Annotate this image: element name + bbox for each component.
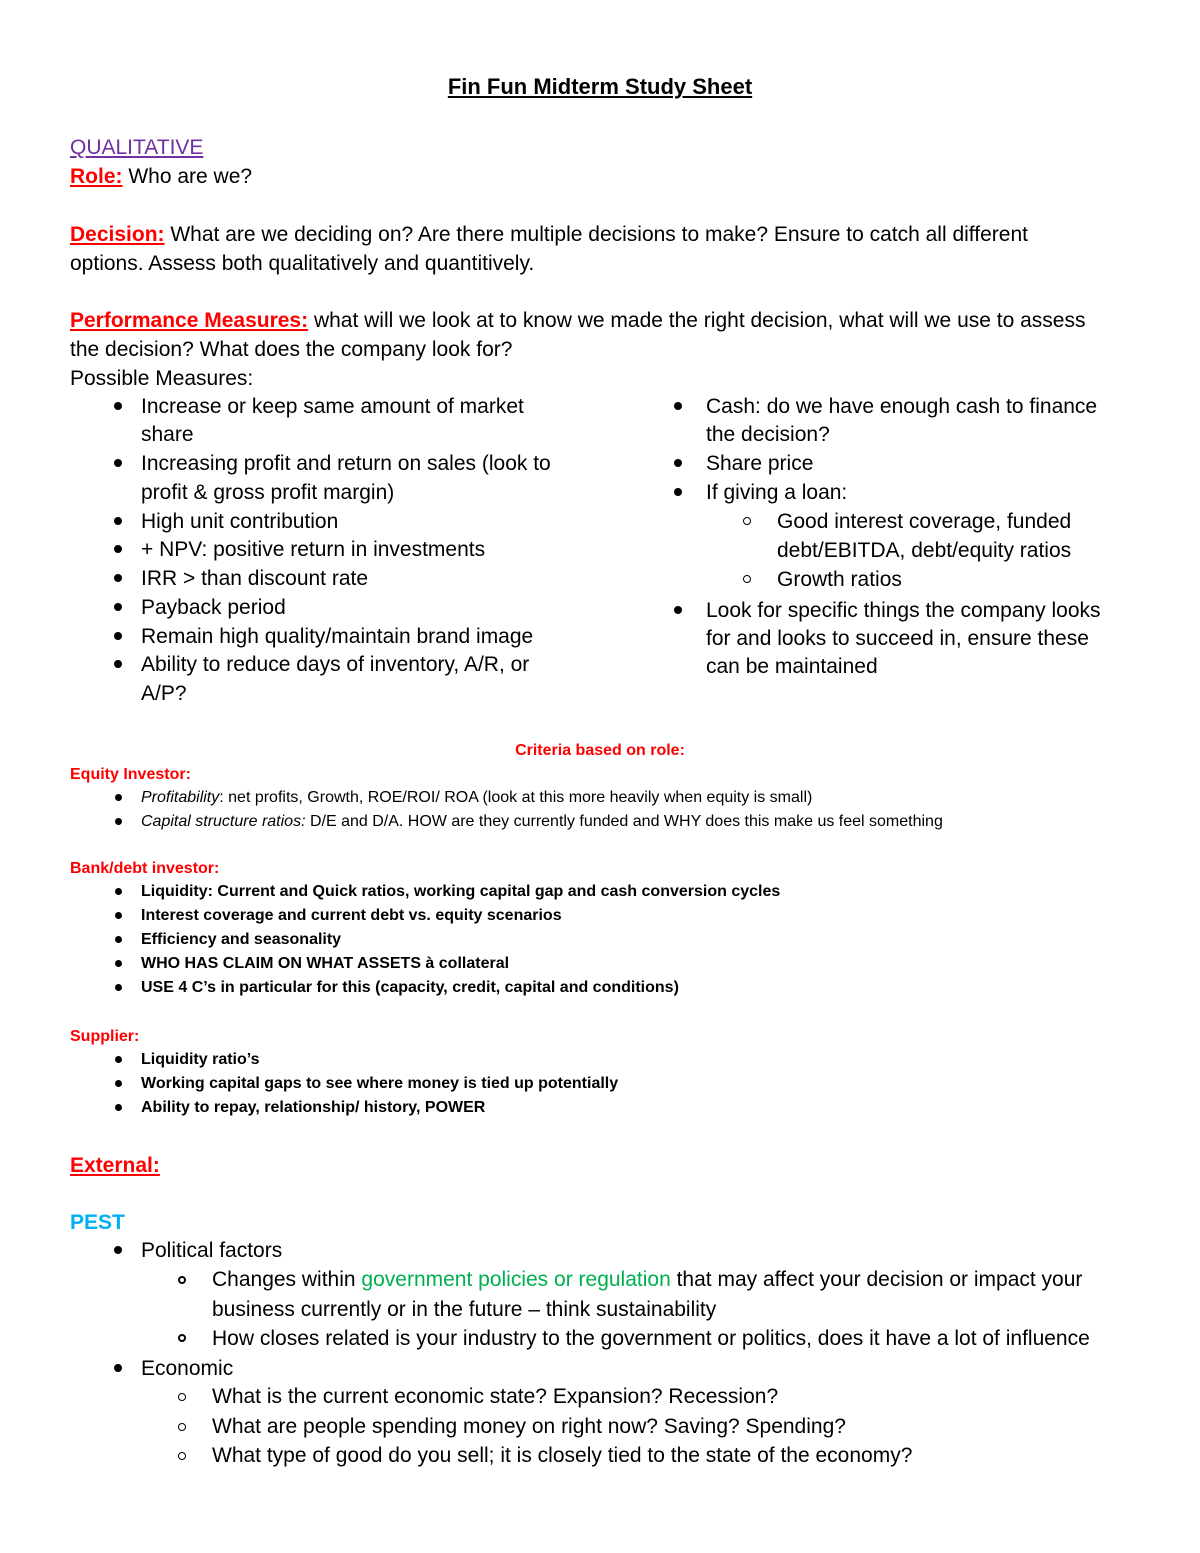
bullet-icon — [115, 818, 122, 825]
perf-text-1: what will we look at to know we made the right decision, what will we use to assess — [308, 309, 1086, 332]
bullet-icon — [674, 488, 682, 496]
bullet-icon — [114, 517, 122, 525]
list-item: Ability to repay, relationship/ history, POWER — [141, 1099, 486, 1116]
perf-line-1 — [70, 306, 1085, 335]
role-text: Who are we? — [122, 165, 253, 188]
list-item: profit & gross profit margin) — [141, 481, 395, 504]
list-item: Share price — [706, 452, 814, 475]
list-item: share — [141, 423, 194, 446]
bullet-icon — [674, 459, 682, 467]
bullet-icon — [115, 1104, 122, 1111]
pest-heading: PEST — [70, 1211, 125, 1234]
decision-text-2: options. Assess both qualitatively and quantitively. — [70, 252, 535, 275]
list-item: USE 4 C’s in particular for this (capacity, credit, capital and conditions) — [141, 979, 679, 996]
bullet-icon — [115, 1080, 122, 1087]
list-item: Ability to reduce days of inventory, A/R, or — [141, 653, 530, 676]
political-label: Political factors — [141, 1239, 283, 1262]
equity-item-2-italic: Capital structure ratios: — [141, 813, 306, 830]
list-item: A/P? — [141, 682, 187, 705]
decision-text-1: What are we deciding on? Are there multiple decisions to make? Ensure to catch all different — [164, 223, 1028, 246]
list-item: the decision? — [706, 423, 830, 446]
bullet-icon — [114, 545, 122, 553]
political-item-1 — [212, 1265, 1082, 1294]
list-item: Liquidity ratio’s — [141, 1051, 260, 1068]
list-item: Remain high quality/maintain brand image — [141, 625, 534, 648]
list-item: Interest coverage and current debt vs. equity scenarios — [141, 907, 562, 924]
bullet-icon — [114, 1364, 122, 1372]
bullet-icon — [114, 603, 122, 611]
list-item: Cash: do we have enough cash to finance — [706, 395, 1098, 418]
political-item-1-green: government policies or regulation — [361, 1268, 671, 1291]
sub-bullet-icon — [743, 575, 751, 583]
list-item: What is the current economic state? Expansion? Recession? — [212, 1385, 779, 1408]
bullet-icon — [115, 912, 122, 919]
list-item: Efficiency and seasonality — [141, 931, 342, 948]
qualitative-heading: QUALITATIVE — [70, 136, 204, 159]
bullet-icon — [115, 794, 122, 801]
role-label: Role: — [70, 165, 123, 188]
political-item-1-pre: Changes within — [212, 1268, 362, 1291]
sub-bullet-icon — [178, 1276, 186, 1284]
list-item: What type of good do you sell; it is closely tied to the state of the economy? — [212, 1444, 913, 1467]
list-item: + NPV: positive return in investments — [141, 538, 486, 561]
bullet-icon — [114, 402, 122, 410]
decision-line-1 — [70, 220, 1028, 249]
political-item-1-post: that may affect your decision or impact your — [670, 1268, 1083, 1291]
page-title: Fin Fun Midterm Study Sheet — [447, 74, 753, 99]
equity-item-1 — [141, 786, 812, 810]
equity-item-1-text: : net profits, Growth, ROE/ROI/ ROA (look at this more heavily when equity is small) — [219, 789, 813, 806]
list-item: IRR > than discount rate — [141, 567, 369, 590]
list-item: What are people spending money on right now? Saving? Spending? — [212, 1415, 846, 1438]
sub-bullet-icon — [743, 517, 751, 525]
perf-label: Performance Measures: — [70, 309, 309, 332]
list-item: High unit contribution — [141, 510, 339, 533]
bullet-icon — [674, 402, 682, 410]
perf-text-2: the decision? What does the company look for? — [70, 338, 513, 361]
equity-heading: Equity Investor: — [70, 766, 191, 783]
sub-bullet-icon — [178, 1393, 186, 1401]
bullet-icon — [114, 632, 122, 640]
list-item: Growth ratios — [777, 568, 902, 591]
external-heading: External: — [70, 1154, 160, 1177]
equity-item-2 — [141, 810, 943, 834]
list-item: If giving a loan: — [706, 481, 848, 504]
bullet-icon — [115, 960, 122, 967]
list-item: Working capital gaps to see where money is tied up potentially — [141, 1075, 619, 1092]
role-line — [70, 162, 252, 191]
list-item: Liquidity: Current and Quick ratios, working capital gap and cash conversion cycles — [141, 883, 781, 900]
list-item: Increase or keep same amount of market — [141, 395, 524, 418]
list-item: Increasing profit and return on sales (look to — [141, 452, 551, 475]
sub-bullet-icon — [178, 1334, 186, 1342]
equity-item-1-italic: Profitability — [141, 789, 220, 806]
political-item-2: How closes related is your industry to the government or politics, does it have a lot of influence — [212, 1327, 1090, 1350]
list-item: WHO HAS CLAIM ON WHAT ASSETS à collateral — [141, 955, 510, 972]
list-item: for and looks to succeed in, ensure these — [706, 627, 1089, 650]
bullet-icon — [114, 459, 122, 467]
list-item: Payback period — [141, 596, 286, 619]
list-item: Look for specific things the company looks — [706, 599, 1101, 622]
bullet-icon — [115, 888, 122, 895]
bullet-icon — [115, 984, 122, 991]
bullet-icon — [114, 574, 122, 582]
bank-heading: Bank/debt investor: — [70, 860, 220, 877]
list-item: Good interest coverage, funded — [777, 510, 1072, 533]
criteria-heading: Criteria based on role: — [515, 742, 685, 759]
economic-label: Economic — [141, 1357, 234, 1380]
bullet-icon — [114, 660, 122, 668]
bullet-icon — [114, 1246, 122, 1254]
bullet-icon — [115, 936, 122, 943]
bullet-icon — [674, 606, 682, 614]
sub-bullet-icon — [178, 1452, 186, 1460]
list-item: debt/EBITDA, debt/equity ratios — [777, 539, 1072, 562]
supplier-heading: Supplier: — [70, 1028, 140, 1045]
list-item: can be maintained — [706, 655, 878, 678]
equity-item-2-text: D/E and D/A. HOW are they currently funded and WHY does this make us feel something — [305, 813, 943, 830]
decision-label: Decision: — [70, 223, 165, 246]
sub-bullet-icon — [178, 1423, 186, 1431]
political-item-1-cont: business currently or in the future – think sustainability — [212, 1298, 717, 1321]
bullet-icon — [115, 1056, 122, 1063]
possible-measures-label: Possible Measures: — [70, 367, 254, 390]
